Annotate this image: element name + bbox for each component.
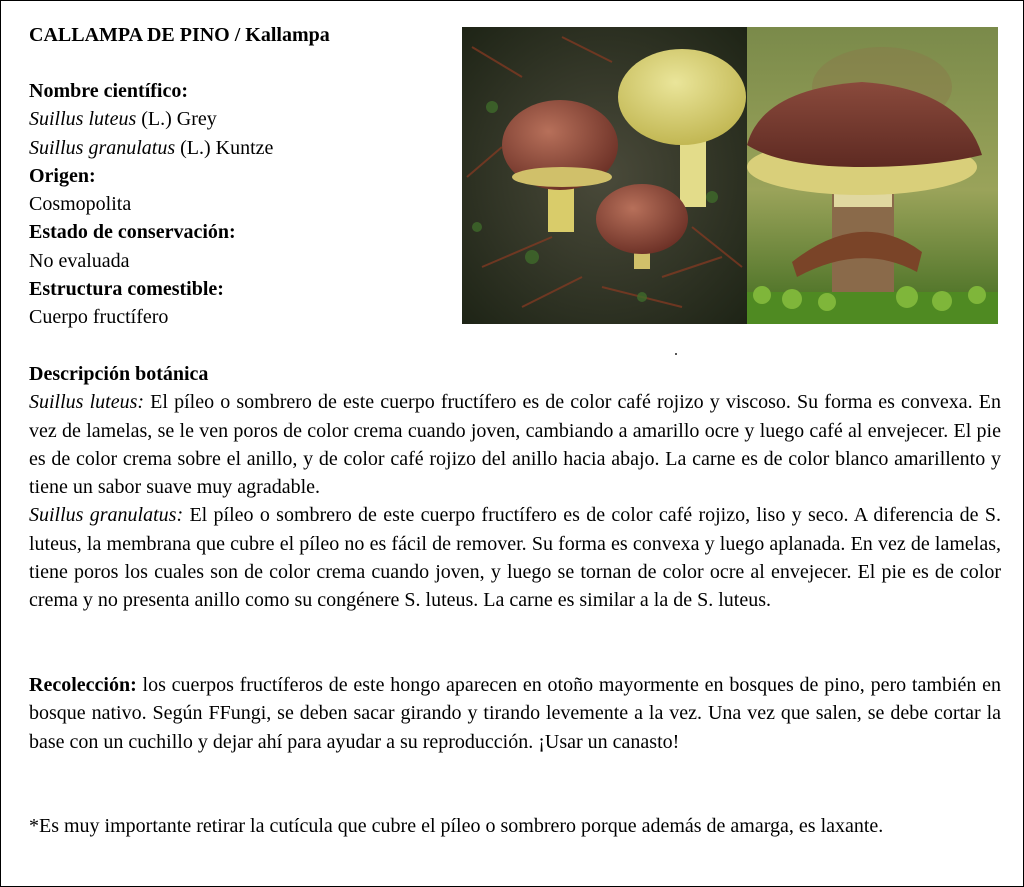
luteus-paragraph (29, 388, 1001, 501)
species-line-2 (29, 134, 449, 162)
mushroom-photos (462, 27, 998, 324)
edible-value: Cuerpo fructífero (29, 306, 169, 329)
conservation-label: Estado de conservación: (29, 221, 236, 244)
harvest-section (29, 671, 1001, 756)
granulatus-text: El píleo o sombrero de este cuerpo fructífero es de color café rojizo, liso y seco. A diferencia de S. luteus, la membrana que cubre el píleo no es fácil de remover. Su forma es convexa y luego aplanada. En vez de lamelas, tiene poros los cuales son de color crema cuando joven, y luego se tornan de color ocre al envejecer. El pie es de color crema y no presenta anillo como su congénere S. luteus. La carne es similar a la de S. luteus. (29, 504, 1001, 612)
granulatus-label: Suillus granulatus: (29, 504, 184, 527)
luteus-label: Suillus luteus: (29, 391, 145, 414)
luteus-text: El píleo o sombrero de este cuerpo fructífero es de color café rojizo y viscoso. Su forma es convexa. En vez de lamelas, se le ven poros de color crema cuando joven, cambiando a amarillo ocre y luego café al envejecer. El pie es de color crema sobre el anillo, y de color café rojizo del anillo hacia abajo. La carne es de color blanco amarillento y tiene un sabor suave muy agradable. (29, 391, 1001, 499)
granulatus-paragraph (29, 501, 1001, 614)
scientific-name-label: Nombre científico: (29, 80, 189, 102)
species-name-2: Suillus granulatus (29, 136, 176, 159)
conservation-value: No evaluada (29, 249, 130, 272)
species-name-1: Suillus luteus (29, 108, 137, 131)
species-author-2: (L.) Kuntze (175, 136, 274, 159)
card-title: CALLAMPA DE PINO / Kallampa (29, 24, 330, 46)
stray-dot (675, 353, 677, 355)
warning-note: *Es muy importante retirar la cutícula que cubre el píleo o sombrero porque además de amarga, es laxante. (29, 815, 884, 837)
mushrooms-on-forest-floor-photo (462, 27, 747, 324)
botanical-description (29, 360, 1001, 615)
harvest-text: los cuerpos fructíferos de este hongo aparecen en otoño mayormente en bosques de pino, pero también en bosque nativo. Según FFungi, se deben sacar girando y tirando levemente a la vez. Una vez que salen, se debe cortar la base con un cuchillo y dejar ahí para ayudar a su reproducción. ¡Usar un canasto! (29, 674, 1001, 753)
origin-value: Cosmopolita (29, 193, 132, 216)
origin-label: Origen: (29, 164, 96, 187)
harvest-label: Recolección: (29, 674, 137, 696)
edible-label: Estructura comestible: (29, 278, 224, 301)
species-info (29, 77, 449, 332)
mushroom-closeup-on-moss-photo (747, 27, 998, 324)
description-heading: Descripción botánica (29, 363, 209, 385)
species-author-1: (L.) Grey (136, 108, 217, 131)
species-line-1 (29, 105, 449, 133)
